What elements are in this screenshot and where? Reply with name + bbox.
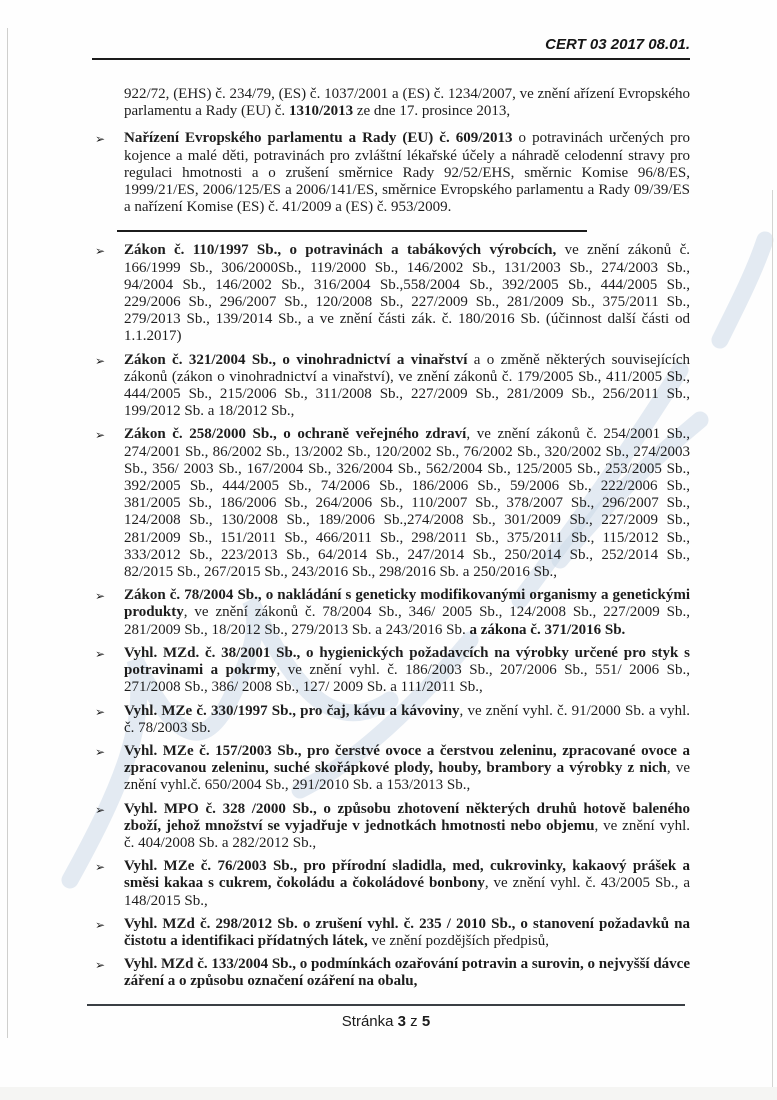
text-run: o potravinách určených pro kojence a malé děti, potravinách pro zvláštní lékařské účely a náhradě celodenní stravy pro regulaci hmotnosti a o zrušení směrnice Rady 92/52/EHS, směrnic Komise 96/8/ES, 1999/21/ES, 2006/125/ES a 2006/141/ES, směrnice Evropského parlamentu a Rady 09/39/ES a nařízení Komise (ES) č. 41/2009 a (ES) č. 953/2009. — [124, 130, 690, 216]
bold-run: Vyhl. MZe č. 330/1997 Sb., pro čaj, kávu a kávoviny — [124, 702, 460, 719]
list-item-text — [124, 587, 690, 637]
arrow-bullet-icon: ➢ — [95, 860, 106, 875]
list-item-text — [124, 130, 690, 215]
list-item — [95, 742, 690, 795]
text-run: a o změně některých souvisejících zákonů (zákon o vinohradnictví a vinařství), ve znění zákonů č. 179/2005 Sb., 411/2005 Sb., 444/2005 Sb., 215/2006 Sb., 311/2008 Sb., 227/2009 Sb., 281/2009 Sb., 256/2011 Sb., 199/2012 Sb. a 18/2012 Sb., — [124, 351, 690, 420]
arrow-bullet-icon: ➢ — [95, 917, 106, 932]
bold-run: a zákona č. 371/2016 Sb. — [469, 621, 626, 638]
list-item-text — [124, 242, 690, 344]
arrow-bullet-icon: ➢ — [95, 428, 106, 443]
list-item — [95, 130, 690, 216]
text-run: , ve znění vyhl.č. 650/2004 Sb., 291/2010 Sb. a 153/2013 Sb., — [124, 760, 690, 794]
text-run: 922/72, (EHS) č. 234/79, (ES) č. 1037/2001 a (ES) č. 1234/2007, ve znění ařízení Evropského parlamentu a Rady (EU) č. — [124, 86, 690, 120]
text-run: , ve znění zákonů č. 78/2004 Sb., 346/ 2005 Sb., 124/2008 Sb., 227/2009 Sb., 281/2009 Sb., 18/2012 Sb., 279/2013 Sb. a 243/2016 Sb. — [124, 604, 690, 638]
footer-separator: z — [406, 1013, 422, 1030]
bold-run: Vyhl. MPO č. 328 /2000 Sb., o způsobu zhotovení některých druhů hotově baleného zboží, jehož množství se vyjadřuje v jednotkách hmotnosti nebo objemu — [124, 800, 690, 834]
list-item-text — [124, 743, 690, 793]
document-footer — [87, 1004, 685, 1030]
list-item — [95, 956, 690, 990]
arrow-bullet-icon: ➢ — [95, 353, 106, 368]
list-item-text — [124, 703, 690, 736]
footer-page-number: 3 — [397, 1013, 407, 1030]
bold-run: Vyhl. MZd č. 298/2012 Sb. o zrušení vyhl. č. 235 / 2010 Sb., o stanovení požadavků na čistotu a identifikaci přídatných látek, — [124, 915, 690, 949]
scan-edge-bottom — [0, 1087, 777, 1100]
arrow-bullet-icon: ➢ — [95, 132, 106, 147]
list-item-text — [124, 916, 690, 949]
scan-edge-right — [772, 190, 773, 1100]
list-item-text — [124, 858, 690, 908]
list-item — [95, 858, 690, 910]
arrow-bullet-icon: ➢ — [95, 704, 106, 719]
list-item — [95, 915, 690, 950]
arrow-bullet-icon: ➢ — [95, 744, 106, 759]
scan-edge-left — [7, 28, 8, 1038]
list-item-text — [124, 801, 690, 851]
arrow-bullet-icon: ➢ — [95, 802, 106, 817]
bold-run: Nařízení Evropského parlamentu a Rady (EU) č. 609/2013 — [124, 130, 513, 147]
doc-code: CERT 03 2017 08.01. — [545, 36, 690, 53]
section-divider — [117, 230, 587, 232]
list-item — [95, 644, 690, 697]
arrow-bullet-icon: ➢ — [95, 244, 106, 259]
list-item — [95, 800, 690, 853]
bold-run: 1310/2013 — [288, 103, 354, 120]
bold-run: Vyhl. MZe č. 157/2003 Sb., pro čerstvé ovoce a čerstvou zeleninu, zpracované ovoce a zpracovanou zeleninu, suché skořápkové plody, houby, brambory a výrobky z nich — [124, 742, 690, 777]
bold-run: Vyhl. MZe č. 76/2003 Sb., pro přírodní sladidla, med, cukrovinky, kakaový prášek a směsi kakaa s cukrem, čokoládu a čokoládové bonbony — [124, 858, 690, 892]
text-run: , ve znění vyhl. č. 43/2005 Sb., a 148/2015 Sb., — [124, 875, 690, 909]
list-item — [95, 702, 690, 737]
footer-page-label: Stránka — [341, 1013, 398, 1030]
text-run: ze dne 17. prosince 2013, — [353, 103, 511, 120]
list-item — [95, 587, 690, 639]
text-run: , ve znění vyhl. č. 186/2003 Sb., 207/2006 Sb., 551/ 2006 Sb., 271/2008 Sb., 386/ 2008 Sb., 127/ 2009 Sb. a 111/2011 Sb., — [124, 662, 690, 696]
legal-references-list — [95, 86, 691, 997]
bold-run: Zákon č. 78/2004 Sb., o nakládání s geneticky modifikovanými organismy a genetickými produkty — [124, 587, 690, 621]
arrow-bullet-icon: ➢ — [95, 589, 106, 604]
text-run: , ve znění vyhl. č. 404/2008 Sb. a 282/2012 Sb., — [124, 817, 690, 851]
bold-run: Zákon č. 321/2004 Sb., o vinohradnictví a vinařství — [124, 351, 468, 368]
text-run: , ve znění vyhl. č. 91/2000 Sb. a vyhl. č. 78/2003 Sb. — [124, 702, 690, 736]
bold-run: Zákon č. 110/1997 Sb., o potravinách a tabákových výrobcích, — [124, 242, 557, 259]
document-header — [92, 36, 690, 60]
arrow-bullet-icon: ➢ — [95, 646, 106, 661]
text-run: , ve znění zákonů č. 254/2001 Sb., 274/2001 Sb., 86/2002 Sb., 13/2002 Sb., 120/2002 Sb., 76/2002 Sb., 320/2002 Sb., 274/2003 Sb., 356/ 2003 Sb., 167/2004 Sb., 326/2004 Sb., 562/2004 Sb., 125/2005 Sb., 253/2005 Sb., 392/2005 Sb., 444/2005 Sb., 74/2006 Sb., 186/2006 Sb., 59/2006 Sb., 222/2006 Sb., 381/2005 Sb., 186/2006 Sb., 264/2006 Sb., 110/2007 Sb., 378/2007 Sb., 296/2007 Sb., 124/2008 Sb., 130/2008 Sb., 189/2006 Sb.,274/2008 Sb., 301/2009 Sb., 227/2009 Sb., 281/2009 Sb., 151/2011 Sb., 466/2011 Sb., 298/2011 Sb., 375/2011 Sb., 115/2012 Sb., 333/2012 Sb., 223/2013 Sb., 64/2014 Sb., 247/2014 Sb., 250/2014 Sb., 252/2014 Sb., 82/2015 Sb., 267/2015 Sb., 243/2016 Sb., 298/2016 Sb. a 250/2016 Sb., — [124, 426, 691, 581]
bold-run: Zákon č. 258/2000 Sb., o ochraně veřejného zdraví — [124, 426, 467, 443]
bold-run: Vyhl. MZd. č. 38/2001 Sb., o hygienických požadavcích na výrobky určené pro styk s potravinami a pokrmy — [124, 644, 690, 679]
footer-total-pages: 5 — [421, 1013, 431, 1030]
list-item-text — [124, 426, 690, 580]
intro-paragraph — [124, 86, 690, 120]
list-item — [95, 351, 690, 421]
text-run: ve znění zákonů č. 166/1999 Sb., 306/2000Sb., 119/2000 Sb., 146/2002 Sb., 131/2003 Sb., 274/2003 Sb., 94/2004 Sb., 146/2002 Sb., 316/2004 Sb.,558/2004 Sb., 392/2005 Sb., 444/2005 Sb., 229/2006 Sb., 296/2007 Sb., 120/2008 Sb., 227/2009 Sb., 281/2009 Sb., 375/2011 Sb., 279/2013 Sb., 139/2014 Sb., a ve znění části zák. č. 180/2016 Sb. (účinnost další části od 1.1.2017) — [124, 242, 690, 345]
bold-run: Vyhl. MZd č. 133/2004 Sb., o podmínkách ozařování potravin a surovin, o nejvyšší dávce záření a o způsobu označení ozáření na obalu, — [124, 956, 690, 990]
list-item-text — [124, 956, 690, 989]
list-item — [95, 426, 691, 581]
list-item-text — [124, 645, 690, 695]
list-item-text — [124, 352, 690, 420]
arrow-bullet-icon: ➢ — [95, 958, 106, 973]
text-run: ve znění pozdějších předpisů, — [367, 932, 549, 949]
list-item — [95, 242, 690, 345]
